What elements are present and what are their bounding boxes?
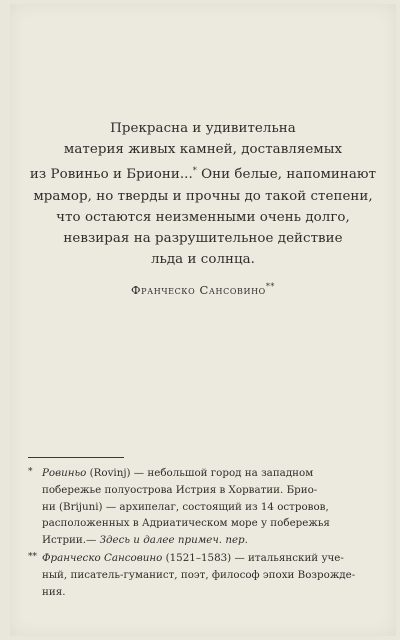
epigraph-line: невзирая на разрушительное действие [63,231,343,247]
footnote-line: ния. [42,585,66,598]
footnote-term: Ровиньо [42,467,87,479]
epigraph-line-part: Они белые, напоминают [196,167,377,183]
footnote-line [42,550,372,567]
footnote-2 [28,550,372,600]
epigraph-line: Прекрасна и удивительна [110,121,296,136]
epigraph [10,118,396,297]
epigraph-line: материя живых камней, доставляемых [63,142,343,158]
footnote-text: Истрии.— [42,534,100,547]
footnote-term: Франческо Сансовино [42,551,163,564]
author-name: Франческо Сансовино [130,283,266,298]
footnote-reference-2[interactable]: ** [265,282,276,292]
footnote-line: побережье полуострова Истрия в Хорватии. Брио- [42,483,318,496]
footnote-mark: * [28,467,33,477]
epigraph-line-part: из Ровиньо и Бриони... [29,167,193,183]
epigraph-line: льда и солнца. [150,252,255,268]
book-page [10,4,396,636]
epigraph-line [10,160,396,185]
footnote-1 [28,465,372,549]
footnote-separator [28,457,124,458]
footnote-line: ни (Brijuni) — архипелаг, состоящий из 14 островов, [42,500,329,513]
epigraph-author [10,282,396,297]
footnote-line: расположенных в Адриатическом море у побережья [42,517,330,530]
footnote-text: (Rovinj) — небольшой город на западном [86,467,314,479]
epigraph-line: что остаются неизменными очень долго, [56,209,350,225]
footnote-mark: ** [28,551,37,562]
footnotes [28,465,372,600]
footnote-line [42,465,372,482]
footnote-line [42,532,372,549]
footnote-text: (1521–1583) — итальянский уче- [162,551,344,564]
footnote-reference-1[interactable]: * [192,166,197,176]
epigraph-line: мрамор, но тверды и прочны до такой степени, [33,188,373,204]
footnote-editorial-note: Здесь и далее примеч. пер. [99,534,248,547]
footnote-line: ный, писатель-гуманист, поэт, философ эпохи Возрожде- [42,568,356,581]
